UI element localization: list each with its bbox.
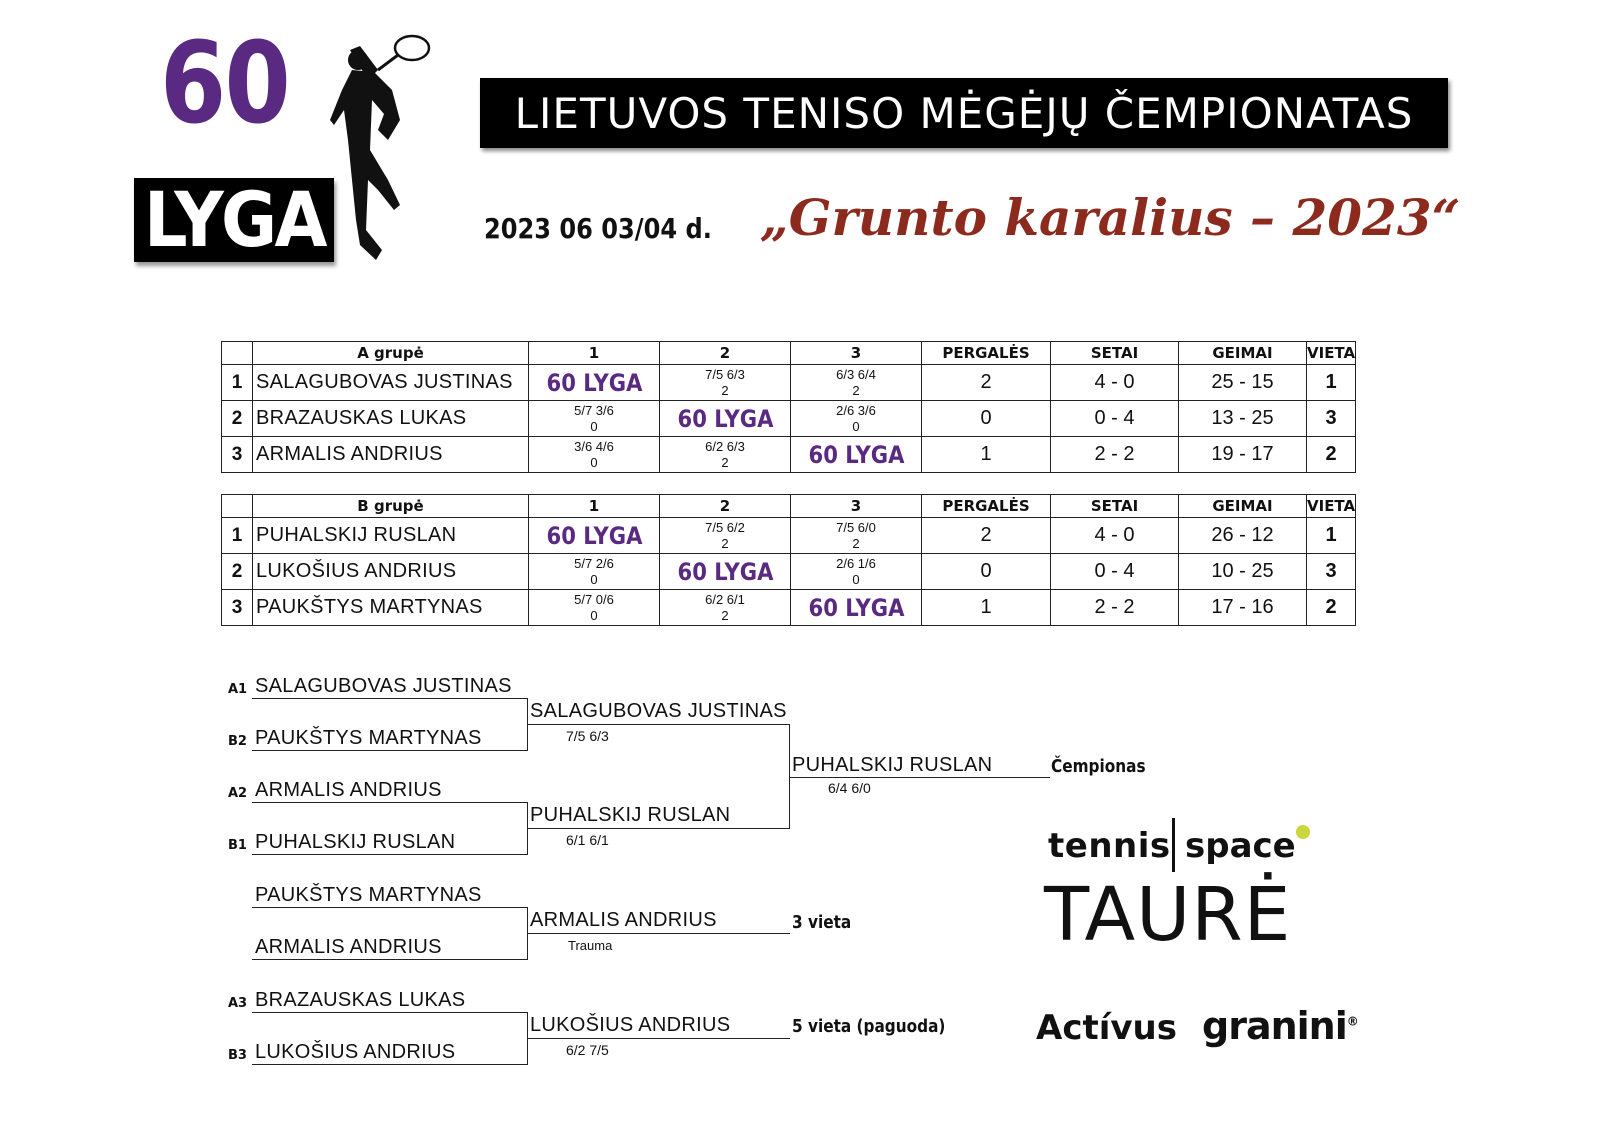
match-score: 7/5 6/3 — [566, 728, 609, 744]
self-cell: 60 LYGA — [546, 368, 642, 397]
self-cell: 60 LYGA — [546, 521, 642, 550]
sponsor-divider — [1172, 818, 1175, 872]
bracket-winner: LUKOŠIUS ANDRIUS — [530, 1014, 731, 1036]
tennis-player-icon — [330, 30, 440, 270]
sponsor-activus: Actívus — [1036, 1008, 1177, 1048]
third-place-label: 3 vieta — [792, 912, 852, 933]
bracket-winner: ARMALIS ANDRIUS — [530, 909, 717, 931]
bracket-player: BRAZAUSKAS LUKAS — [255, 989, 466, 1011]
banner-title: LIETUVOS TENISO MĖGĖJŲ ČEMPIONATAS — [514, 88, 1414, 138]
table-row: 2 LUKOŠIUS ANDRIUS 5/7 2/6 0 60 LYGA 2/6 1/6 0 0 0 - 4 10 - 25 3 — [222, 554, 1356, 590]
player-name: LUKOŠIUS ANDRIUS — [253, 554, 529, 590]
fifth-place-label: 5 vieta (paguoda) — [792, 1016, 946, 1037]
group-a-table — [221, 341, 1356, 473]
table-row: 3 ARMALIS ANDRIUS 3/6 4/6 0 6/2 6/3 2 60 LYGA 1 2 - 2 19 - 17 2 — [222, 437, 1356, 473]
event-date: 2023 06 03/04 d. — [484, 212, 712, 245]
seed-label: B2 — [228, 734, 247, 749]
bracket-line — [252, 750, 528, 751]
table-header: B grupė 1 2 3 PERGALĖS SETAI GEIMAI VIETA — [222, 495, 1356, 518]
bracket-line — [252, 1064, 528, 1065]
sponsor-tennis: tennis — [1048, 826, 1171, 866]
logo-lyga-text: LYGA — [144, 175, 325, 264]
group-title: A grupė — [253, 342, 529, 365]
bracket-line — [252, 854, 528, 855]
player-name: PAUKŠTYS MARTYNAS — [253, 590, 529, 626]
tournament-title: „Grunto karalius – 2023“ — [760, 188, 1461, 247]
bracket-line — [528, 724, 790, 725]
group-b-table — [221, 494, 1356, 626]
table-row: 1 SALAGUBOVAS JUSTINAS 60 LYGA 7/5 6/3 2 6/3 6/4 2 2 4 - 0 25 - 15 1 — [222, 365, 1356, 401]
sponsor-granini — [1202, 1004, 1358, 1048]
bracket-line — [252, 1012, 528, 1013]
bracket-line — [252, 802, 528, 803]
match-score: 6/4 6/0 — [828, 780, 871, 796]
champion-name: PUHALSKIJ RUSLAN — [792, 754, 993, 776]
self-cell: 60 LYGA — [677, 404, 773, 433]
bracket-line — [528, 1038, 790, 1039]
logo-lyga — [134, 175, 334, 264]
registered-mark: ® — [1346, 1014, 1358, 1029]
table-row: 1 PUHALSKIJ RUSLAN 60 LYGA 7/5 6/2 2 7/5 6/0 2 2 4 - 0 26 - 12 1 — [222, 518, 1356, 554]
bracket-line — [252, 959, 528, 960]
logo-60: 60 — [160, 19, 290, 149]
match-score: 6/2 7/5 — [566, 1042, 609, 1058]
bracket-line — [528, 933, 790, 934]
table-row: 2 BRAZAUSKAS LUKAS 5/7 3/6 0 60 LYGA 2/6 3/6 0 0 0 - 4 13 - 25 3 — [222, 401, 1356, 437]
champion-label: Čempionas — [1051, 756, 1146, 777]
seed-label: A2 — [228, 786, 248, 801]
self-cell: 60 LYGA — [677, 557, 773, 586]
table-row: 3 PAUKŠTYS MARTYNAS 5/7 0/6 0 6/2 6/1 2 60 LYGA 1 2 - 2 17 - 16 2 — [222, 590, 1356, 626]
player-name: BRAZAUSKAS LUKAS — [253, 401, 529, 437]
self-cell: 60 LYGA — [808, 440, 904, 469]
banner — [480, 78, 1448, 148]
player-name: ARMALIS ANDRIUS — [253, 437, 529, 473]
sponsor-granini-text: granini — [1202, 1004, 1347, 1048]
table-header: A grupė 1 2 3 PERGALĖS SETAI GEIMAI VIETA — [222, 342, 1356, 365]
bracket-line — [252, 698, 528, 699]
cup-title: TAURĖ — [1044, 872, 1292, 958]
seed-label: A3 — [228, 996, 248, 1011]
bracket-line — [528, 828, 790, 829]
seed-label: B1 — [228, 838, 247, 853]
match-score: 6/1 6/1 — [566, 832, 609, 848]
bracket-player: ARMALIS ANDRIUS — [255, 936, 442, 958]
bracket-winner: PUHALSKIJ RUSLAN — [530, 804, 731, 826]
bracket-player: ARMALIS ANDRIUS — [255, 779, 442, 801]
bracket-player: PAUKŠTYS MARTYNAS — [255, 727, 482, 749]
bracket-player: PAUKŠTYS MARTYNAS — [255, 884, 482, 906]
self-cell: 60 LYGA — [808, 593, 904, 622]
match-note: Trauma — [568, 938, 613, 953]
bracket-player: SALAGUBOVAS JUSTINAS — [255, 675, 512, 697]
seed-label: A1 — [228, 682, 248, 697]
player-name: PUHALSKIJ RUSLAN — [253, 518, 529, 554]
bracket-player: LUKOŠIUS ANDRIUS — [255, 1041, 456, 1063]
bracket-player: PUHALSKIJ RUSLAN — [255, 831, 456, 853]
bracket-line — [790, 777, 1050, 778]
tennis-ball-icon — [1296, 825, 1310, 839]
sponsor-space: space — [1185, 826, 1296, 866]
bracket-line — [252, 907, 528, 908]
player-name: SALAGUBOVAS JUSTINAS — [253, 365, 529, 401]
seed-label: B3 — [228, 1048, 247, 1063]
group-title: B grupė — [253, 495, 529, 518]
bracket-winner: SALAGUBOVAS JUSTINAS — [530, 700, 787, 722]
